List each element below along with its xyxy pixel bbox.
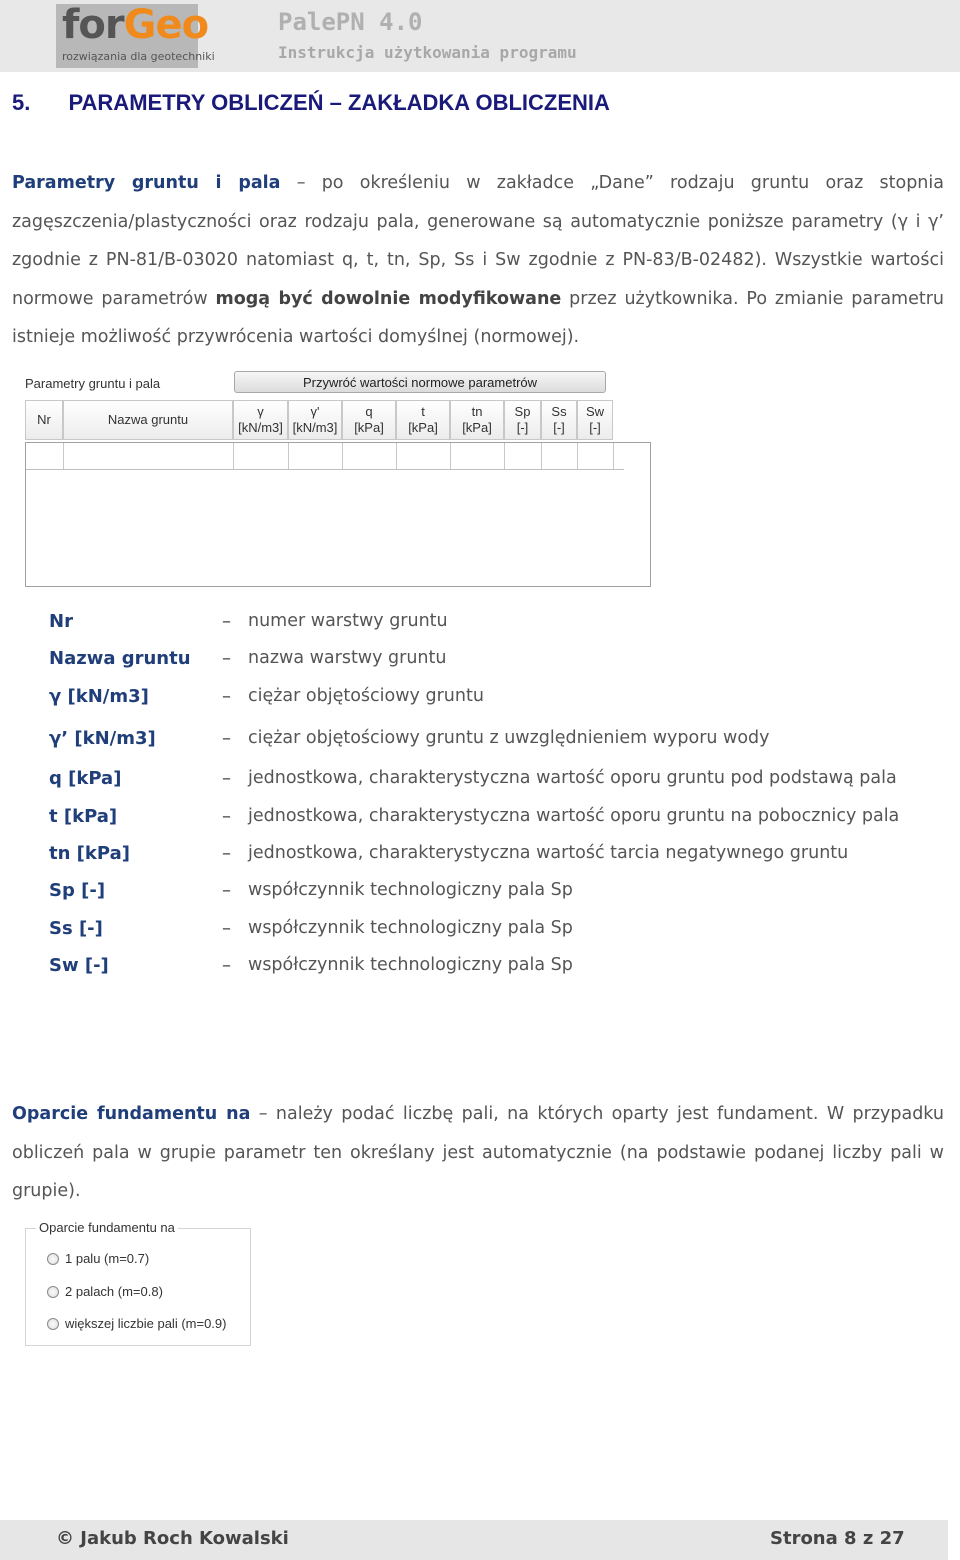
intro-paragraph bbox=[12, 164, 944, 357]
column-header[interactable] bbox=[504, 400, 541, 440]
definition-dash: – bbox=[222, 955, 231, 976]
intro-text-2: przez użytkownika. Po zmianie parametru istnieje możliwość przywrócenia wartości domyślnej (normowej). bbox=[12, 288, 945, 347]
foundation-lead: Oparcie fundamentu na bbox=[12, 1104, 251, 1124]
definition-dash: – bbox=[222, 918, 231, 939]
definition-description: numer warstwy gruntu bbox=[248, 611, 448, 631]
definition-description: ciężar objętościowy gruntu z uwzględnieniem wyporu wody bbox=[248, 728, 770, 748]
definition-term: γ’ [kN/m3] bbox=[49, 728, 156, 749]
params-grid-body[interactable] bbox=[25, 442, 651, 587]
column-header-label: tn bbox=[471, 404, 483, 419]
footer-author: © Jakub Roch Kowalski bbox=[56, 1528, 289, 1549]
definition-description: jednostkowa, charakterystyczna wartość oporu gruntu na pobocznicy pala bbox=[248, 806, 900, 826]
section-number: 5. bbox=[12, 90, 31, 115]
column-header[interactable] bbox=[288, 400, 342, 440]
definition-description: jednostkowa, charakterystyczna wartość tarcia negatywnego gruntu bbox=[248, 843, 849, 863]
definition-term: tn [kPa] bbox=[49, 843, 130, 864]
definition-description: współczynnik technologiczny pala Sp bbox=[248, 955, 573, 975]
radio-option-2[interactable] bbox=[47, 1284, 163, 1299]
radio-icon[interactable] bbox=[47, 1253, 59, 1265]
intro-lead: Parametry gruntu i pala bbox=[12, 173, 281, 193]
column-header[interactable] bbox=[577, 400, 613, 440]
column-header[interactable] bbox=[396, 400, 450, 440]
column-header[interactable] bbox=[342, 400, 396, 440]
definition-term: t [kPa] bbox=[49, 806, 118, 827]
definition-dash: – bbox=[222, 728, 231, 749]
logo-wordmark: forGeo bbox=[62, 2, 209, 48]
column-header-label: Ss bbox=[551, 404, 567, 419]
radio-icon[interactable] bbox=[47, 1286, 59, 1298]
section-title bbox=[12, 90, 610, 116]
column-header-unit: [kN/m3] bbox=[238, 420, 283, 435]
column-header-unit: [kPa] bbox=[408, 420, 438, 435]
definition-term: Ss [-] bbox=[49, 918, 103, 939]
column-header[interactable] bbox=[233, 400, 288, 440]
definition-description: współczynnik technologiczny pala Sp bbox=[248, 880, 573, 900]
column-header-unit: [-] bbox=[589, 420, 601, 435]
section-heading: PARAMETRY OBLICZEŃ – ZAKŁADKA OBLICZENIA bbox=[68, 90, 610, 115]
definition-dash: – bbox=[222, 686, 231, 707]
definition-term: Nr bbox=[49, 611, 73, 632]
params-group-label: Parametry gruntu i pala bbox=[25, 376, 161, 391]
intro-text-1: – po określeniu w zakładce „Dane” rodzaju gruntu oraz stopnia zagęszczenia/plastyczności oraz rodzaju pala, generowane są automatycznie poniższe parametry (γ i γ’ zgodnie z PN-81/B-03020 natomiast q, t, tn, Sp, Ss i Sw zgodnie z PN-83/B-02482). Wszystkie wartości normowe parametrów bbox=[12, 173, 944, 309]
radio-label: większej liczbie pali (m=0.9) bbox=[65, 1316, 227, 1331]
column-header-unit: [-] bbox=[553, 420, 565, 435]
column-header-label: γ bbox=[257, 404, 264, 419]
definition-dash: – bbox=[222, 768, 231, 789]
definition-term: Nazwa gruntu bbox=[49, 648, 191, 669]
radio-icon[interactable] bbox=[47, 1318, 59, 1330]
definition-dash: – bbox=[222, 843, 231, 864]
column-header[interactable] bbox=[450, 400, 504, 440]
definition-dash: – bbox=[222, 880, 231, 901]
column-header-unit: [kPa] bbox=[462, 420, 492, 435]
foundation-group-label: Oparcie fundamentu na bbox=[36, 1220, 178, 1235]
params-grid-header bbox=[25, 400, 613, 440]
column-header-unit: [-] bbox=[516, 420, 529, 435]
column-header-unit: [kPa] bbox=[354, 420, 384, 435]
params-grid-row[interactable] bbox=[26, 443, 624, 470]
radio-option-3[interactable] bbox=[47, 1316, 226, 1331]
column-header-label: q bbox=[365, 404, 373, 419]
column-header-unit: [kN/m3] bbox=[292, 420, 338, 435]
definition-term: γ [kN/m3] bbox=[49, 686, 149, 707]
column-header-label: t bbox=[421, 404, 425, 419]
foundation-text: – należy podać liczbę pali, na których oparty jest fundament. W przypadku obliczeń pala w grupie parametr ten określany jest automatycznie (na podstawie podanej liczby pali w grupie). bbox=[12, 1104, 944, 1201]
radio-label: 2 palach (m=0.8) bbox=[65, 1284, 163, 1299]
column-header-label: Sw bbox=[585, 404, 605, 419]
footer-page-number: Strona 8 z 27 bbox=[770, 1528, 905, 1549]
definition-description: jednostkowa, charakterystyczna wartość oporu gruntu pod podstawą pala bbox=[248, 768, 897, 788]
column-header-label: Sp bbox=[514, 404, 531, 419]
app-subtitle: Instrukcja użytkowania programu bbox=[278, 43, 577, 62]
column-header[interactable] bbox=[541, 400, 577, 440]
radio-label: 1 palu (m=0.7) bbox=[65, 1251, 150, 1266]
column-header-label: Nr bbox=[37, 412, 51, 427]
definition-description: współczynnik technologiczny pala Sp bbox=[248, 918, 573, 938]
definition-term: Sw [-] bbox=[49, 955, 109, 976]
definition-description: nazwa warstwy gruntu bbox=[248, 648, 447, 668]
definition-dash: – bbox=[222, 611, 231, 632]
column-header[interactable] bbox=[63, 400, 233, 440]
definition-description: ciężar objętościowy gruntu bbox=[248, 686, 484, 706]
foundation-paragraph bbox=[12, 1095, 944, 1211]
definition-dash: – bbox=[222, 806, 231, 827]
definition-term: q [kPa] bbox=[49, 768, 122, 789]
column-header-label: Nazwa gruntu bbox=[107, 412, 189, 427]
definition-dash: – bbox=[222, 648, 231, 669]
app-title: PalePN 4.0 bbox=[278, 8, 423, 36]
column-header[interactable] bbox=[25, 400, 63, 440]
logo-tagline: rozwiązania dla geotechniki bbox=[62, 50, 215, 63]
radio-option-1[interactable] bbox=[47, 1251, 149, 1266]
restore-defaults-button[interactable]: Przywróć wartości normowe parametrów bbox=[234, 371, 606, 393]
intro-bold: mogą być dowolnie modyfikowane bbox=[215, 288, 562, 309]
column-header-label: γ' bbox=[310, 404, 320, 419]
definition-term: Sp [-] bbox=[49, 880, 106, 901]
